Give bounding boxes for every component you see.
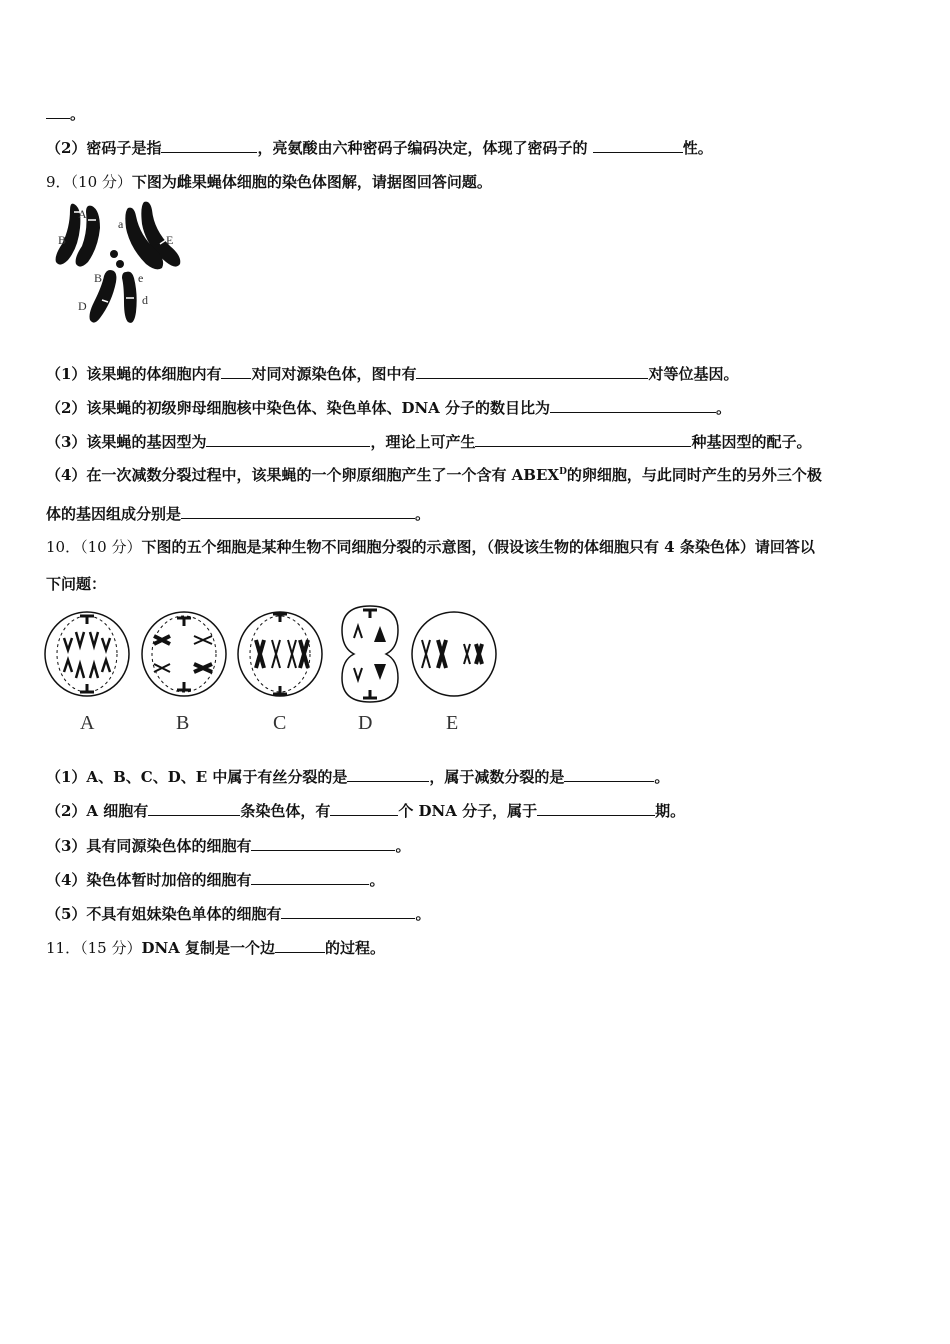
answer-blank[interactable] xyxy=(221,363,251,379)
question-score: （10 分） xyxy=(80,538,142,556)
q10-part2: （2）A 细胞有 条染色体，有 个 DNA 分子，属于 期。 xyxy=(46,802,686,820)
gene-label: B xyxy=(94,271,103,285)
question-score: （10 分） xyxy=(70,173,132,191)
answer-blank[interactable] xyxy=(416,363,648,379)
cell-label-a: A xyxy=(80,712,95,734)
answer-blank[interactable] xyxy=(330,800,398,816)
gene-label: d xyxy=(142,293,148,307)
cell-division-figure xyxy=(42,602,502,712)
answer-blank[interactable] xyxy=(550,397,716,413)
answer-blank[interactable] xyxy=(475,431,691,447)
answer-blank[interactable] xyxy=(46,103,70,119)
dot-chromosome xyxy=(116,260,124,268)
q9-part1: （1）该果蝇的体细胞内有 对同对源染色体，图中有 对等位基因。 xyxy=(46,365,739,383)
q10-part3: （3）具有同源染色体的细胞有 。 xyxy=(46,837,411,855)
cell-e xyxy=(412,612,496,696)
answer-blank[interactable] xyxy=(148,800,240,816)
cell-label-b: B xyxy=(176,712,190,734)
q8-part2: （2）密码子是指 ，亮氨酸由六种密码子编码决定，体现了密码子的 性。 xyxy=(46,139,713,157)
q9-part4-cont: 体的基因组成分别是 。 xyxy=(46,505,431,523)
gene-label: a xyxy=(118,217,124,231)
cell-label-d: D xyxy=(358,712,373,734)
question-number: 11． xyxy=(46,939,81,957)
answer-blank[interactable] xyxy=(275,937,325,953)
answer-blank[interactable] xyxy=(251,835,395,851)
q10-stem-cont: 下问题： xyxy=(46,575,107,593)
question-number: 10． xyxy=(46,538,81,556)
q9-part3: （3）该果蝇的基因型为 ，理论上可产生 种基因型的配子。 xyxy=(46,433,812,451)
gene-label: B xyxy=(58,233,67,247)
answer-blank[interactable] xyxy=(281,903,415,919)
cell-c xyxy=(238,612,322,696)
cell-b xyxy=(142,612,226,696)
q10-part1: （1）A、B、C、D、E 中属于有丝分裂的是 ，属于减数分裂的是 。 xyxy=(46,768,670,786)
cell-a xyxy=(45,612,129,696)
gene-label: E xyxy=(166,233,174,247)
dot-chromosome xyxy=(110,250,118,258)
answer-blank[interactable] xyxy=(593,137,683,153)
gene-label: e xyxy=(138,271,144,285)
answer-blank[interactable] xyxy=(564,766,654,782)
question-score: （15 分） xyxy=(80,939,142,957)
q9-stem: 9．（10 分）下图为雌果蝇体细胞的染色体图解，请据图回答问题。 xyxy=(46,173,492,191)
answer-blank[interactable] xyxy=(347,766,429,782)
gene-label: A xyxy=(78,207,87,221)
answer-blank[interactable] xyxy=(251,869,369,885)
q10-part5: （5）不具有姐妹染色单体的细胞有 。 xyxy=(46,905,431,923)
gene-label: D xyxy=(78,299,87,313)
answer-blank[interactable] xyxy=(206,431,370,447)
answer-blank[interactable] xyxy=(161,137,257,153)
q9-part4: （4）在一次减数分裂过程中，该果蝇的一个卵原细胞产生了一个含有 $ABEX^D$的卵细胞，与此同时产生的另外三个极 xyxy=(46,466,822,484)
answer-blank[interactable] xyxy=(181,503,415,519)
prev-answer-line: 。 xyxy=(46,103,85,124)
cell-label-c: C xyxy=(273,712,287,734)
q10-stem: 10．（10 分）下图的五个细胞是某种生物不同细胞分裂的示意图，（假设该生物的体细胞只有 4 条染色体）请回答以 xyxy=(46,538,815,556)
question-number: 9． xyxy=(46,173,71,191)
q9-part2: （2）该果蝇的初级卵母细胞核中染色体、染色单体、DNA 分子的数目比为 。 xyxy=(46,399,732,417)
fruitfly-chromosome-figure xyxy=(48,198,193,330)
cell-d xyxy=(342,606,398,702)
q11-stem: 11．（15 分）DNA 复制是一个边 的过程。 xyxy=(46,939,386,957)
answer-blank[interactable] xyxy=(537,800,655,816)
cell-label-e: E xyxy=(446,712,459,734)
q10-part4: （4）染色体暂时加倍的细胞有 。 xyxy=(46,871,385,889)
